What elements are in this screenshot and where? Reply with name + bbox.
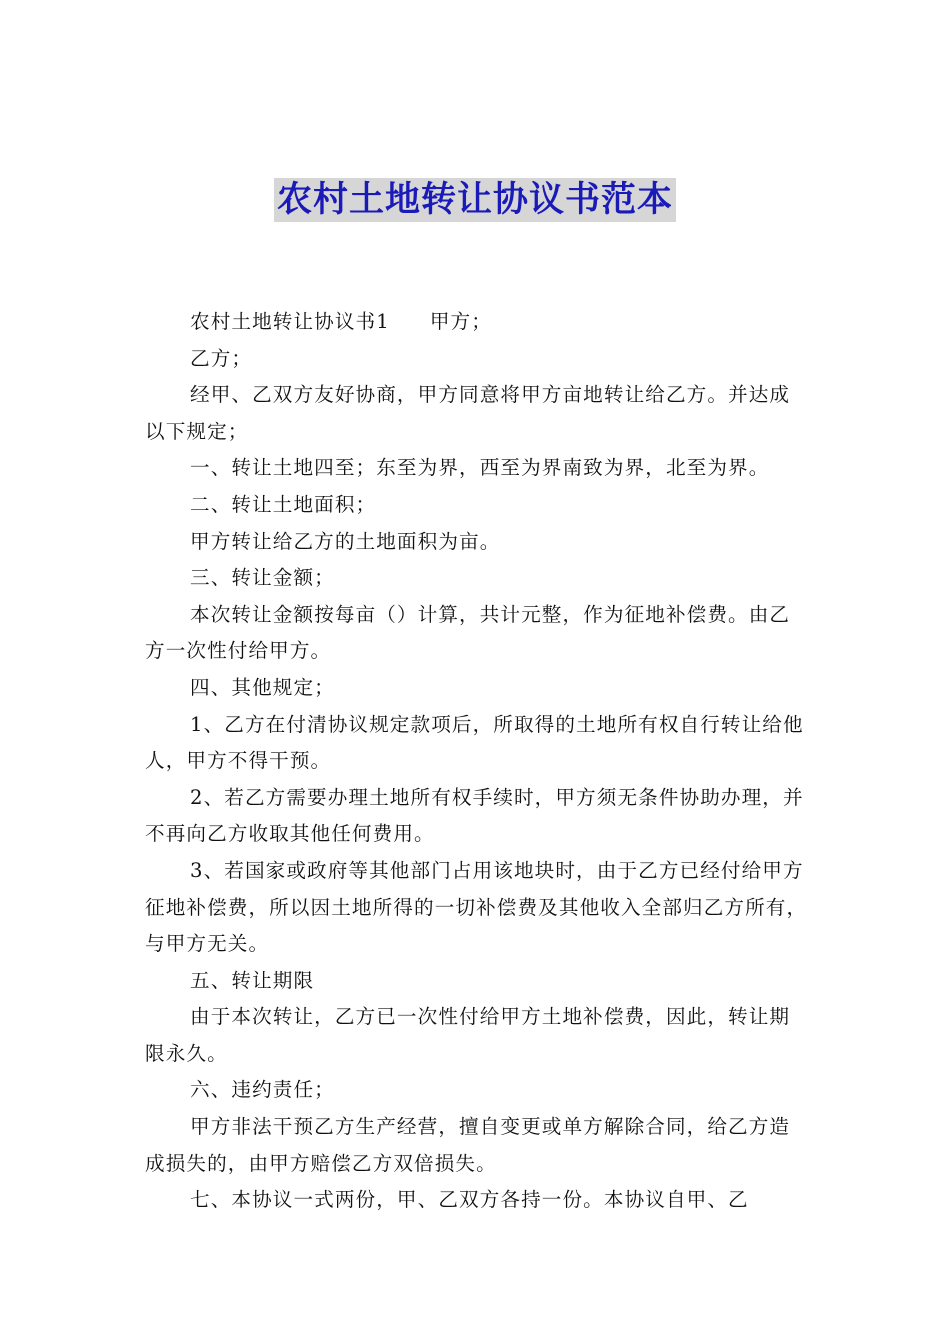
- document-title: 农村土地转让协议书范本: [274, 178, 676, 222]
- paragraph: 甲方非法干预乙方生产经营，擅自变更或单方解除合同，给乙方造成损失的，由甲方赔偿乙方双倍损失。: [145, 1115, 791, 1175]
- document-body: [145, 304, 809, 1219]
- paragraph: 甲方转让给乙方的土地面积为亩。: [190, 529, 501, 553]
- title-container: [0, 178, 950, 222]
- paragraph: 由于本次转让，乙方已一次性付给甲方土地补偿费，因此，转让期限永久。: [145, 1005, 791, 1065]
- paragraph: 六、违约责任；: [190, 1078, 335, 1102]
- paragraph: 一、转让土地四至；东至为界，西至为界南致为界，北至为界。: [190, 456, 770, 480]
- intro-party-a: 甲方；: [429, 310, 492, 333]
- intro-line: [145, 304, 809, 341]
- paragraph: 1、乙方在付清协议规定款项后，所取得的土地所有权自行转让给他人，甲方不得干预。: [145, 712, 804, 773]
- paragraph: 2、若乙方需要办理土地所有权手续时，甲方须无条件协助办理，并不再向乙方收取其他任何费用。: [145, 785, 804, 846]
- paragraph: 本次转让金额按每亩（）计算，共计元整，作为征地补偿费。由乙方一次性付给甲方。: [145, 602, 791, 663]
- paragraph: 乙方；: [190, 346, 253, 370]
- paragraph: 五、转让期限: [190, 968, 315, 992]
- paragraph: 四、其他规定；: [190, 675, 335, 699]
- intro-heading: 农村土地转让协议书1: [190, 310, 390, 333]
- paragraph: 七、本协议一式两份，甲、乙双方各持一份。本协议自甲、乙: [190, 1188, 749, 1212]
- paragraph: 三、转让金额；: [190, 566, 335, 590]
- paragraph: 3、若国家或政府等其他部门占用该地块时，由于乙方已经付给甲方征地补偿费，所以因土地所得的一切补偿费及其他收入全部归乙方所有，与甲方无关。: [145, 858, 808, 956]
- paragraph: 二、转让土地面积；: [190, 492, 377, 516]
- paragraph: 经甲、乙双方友好协商，甲方同意将甲方亩地转让给乙方。并达成以下规定；: [145, 383, 791, 443]
